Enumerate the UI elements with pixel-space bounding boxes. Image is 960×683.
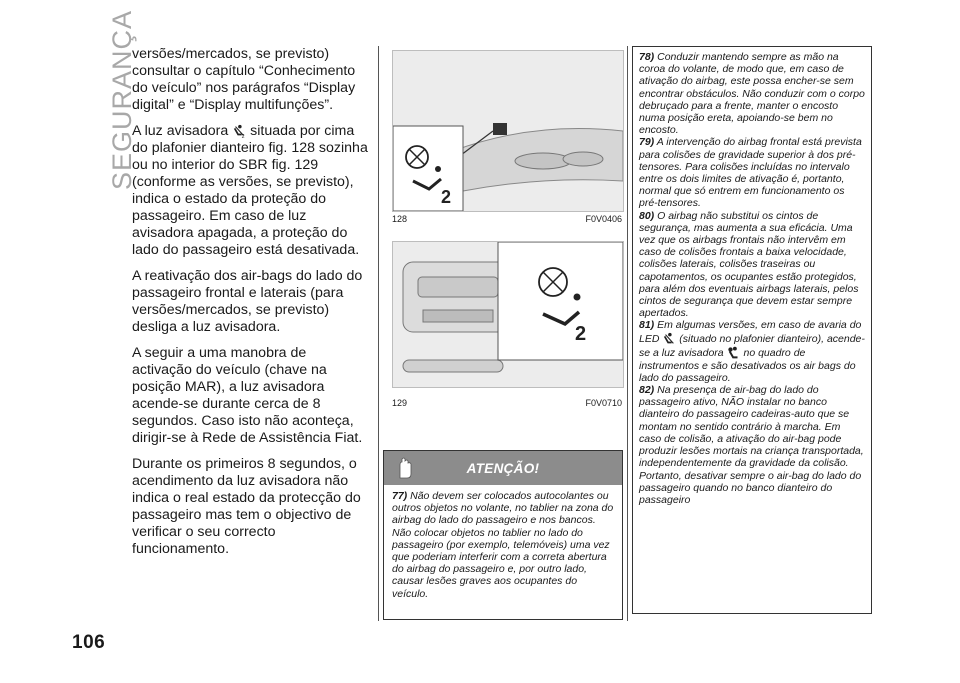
figure-number: 128 [392, 214, 408, 224]
paragraph: versões/mercados, se previsto) consultar o capítulo “Conhecimento do veículo” nos parágrafos “Display digital” e “Display multifunções”. [132, 46, 356, 113]
section-title: SEGURANÇA [107, 9, 137, 190]
svg-text:2: 2 [575, 323, 587, 345]
overhead-console-illustration [393, 51, 623, 211]
attention-box [383, 450, 623, 620]
note-80: 80) O airbag não substitui os cintos de segurança, mas aumenta a sua eficácia. Uma vez que os airbags frontais não intervêm em caso de colisões frontais a baixa velocidade, colisões laterais, colisões traseiras ou capotamentos, os ocupantes estão protegidos, para além dos eventuais airbags laterais, pelos cintos de segurança que devem estar sempre apertados. [639, 209, 859, 320]
paragraph: A seguir a uma manobra de activação do veículo (chave na posição MAR), a luz avisadora acende-se durante cerca de 8 segundos. Caso isto não aconteça, dirigir-se à Rede de Assistência Fiat. [132, 345, 363, 446]
figure-code: F0V0710 [585, 398, 622, 408]
figure-code: F0V0406 [585, 214, 622, 224]
column-divider [627, 46, 628, 621]
airbag-warning-icon [727, 346, 741, 360]
paragraph: Durante os primeiros 8 segundos, o acendimento da luz avisadora não indica o real estado da protecção do passageiro mas tem o objectivo de verificar o seu correcto funcionamento. [132, 456, 361, 557]
note-79: 79) A intervenção do airbag frontal está prevista para colisões de gravidade superior à dos pré-tensores. Para colisões incluídas no intervalo entre os dois limites de ativação é, portanto, normal que só entrem em funcionamento os pré-tensores. [639, 136, 862, 210]
page-number: 106 [72, 632, 106, 653]
column-divider [378, 46, 379, 621]
sbr-panel-illustration [393, 242, 623, 387]
passenger-airbag-off-icon [232, 124, 246, 138]
note-81: 81) Em algumas versões, em caso de avaria do LED (situado no plafonier dianteiro), acende-se a luz avisadora no quadro de instrumentos e são desativados os air bags do lado do passageiro. [639, 319, 865, 384]
figure-caption [392, 214, 622, 224]
paragraph: A luz avisadora 2 situada por cima do plafonier dianteiro fig. 128 sozinha ou no interior do SBR fig. 129 (conforme as versões, se previsto), indica o estado da proteção do passageiro. Em caso de luz avisadora apagada, a proteção do lado do passageiro está desativada. [132, 123, 368, 258]
attention-header [384, 451, 622, 485]
attention-title: ATENÇÃO! [466, 461, 540, 476]
svg-text:2: 2 [441, 187, 452, 207]
passenger-airbag-off-icon [662, 332, 676, 346]
note-82: 82) Na presença de air-bag do lado do passageiro ativo, NÃO instalar no banco dianteiro do passageiro cadeiras-auto que se montam no sentido contrário à marcha. Em caso de colisão, a ativação do air-bag pode produzir lesões mortais na criança transportada, independentemente da gravidade da colisão. Portanto, desativar sempre o air-bag do lado do passageiro quando no banco dianteiro do passageiro [639, 384, 864, 506]
figure-128-image [392, 50, 624, 212]
figure-caption [392, 398, 622, 408]
svg-text:2: 2 [241, 134, 245, 139]
body-text-column [132, 46, 368, 567]
paragraph: A reativação dos air-bags do lado do passageiro frontal e laterais (para versões/mercados, se previsto) desliga a luz avisadora. [132, 268, 363, 335]
attention-text: 77) Não devem ser colocados autocolantes ou outros objetos no volante, no tablier na zona do airbag do lado do passageiro e nos bancos. Não colocar objetos no tablier no lado do passageiro (por exemplo, telemóveis) uma vez que poderiam interferir com a correta abertura do airbag do passageiro e, por outro lado, causar lesões graves aos ocupantes do veículo. [392, 490, 614, 600]
note-78: 78) Conduzir mantendo sempre as mão na coroa do volante, de modo que, em caso de ativação do airbag, este possa encher-se sem encontrar obstáculos. Não conduzir com o corpo debruçado para a frente, manter o encosto numa posição ereta, apoiando-se bem no encosto. [639, 51, 865, 137]
figure-129-image [392, 241, 624, 388]
warnings-column [632, 46, 872, 614]
figure-number: 129 [392, 398, 408, 408]
